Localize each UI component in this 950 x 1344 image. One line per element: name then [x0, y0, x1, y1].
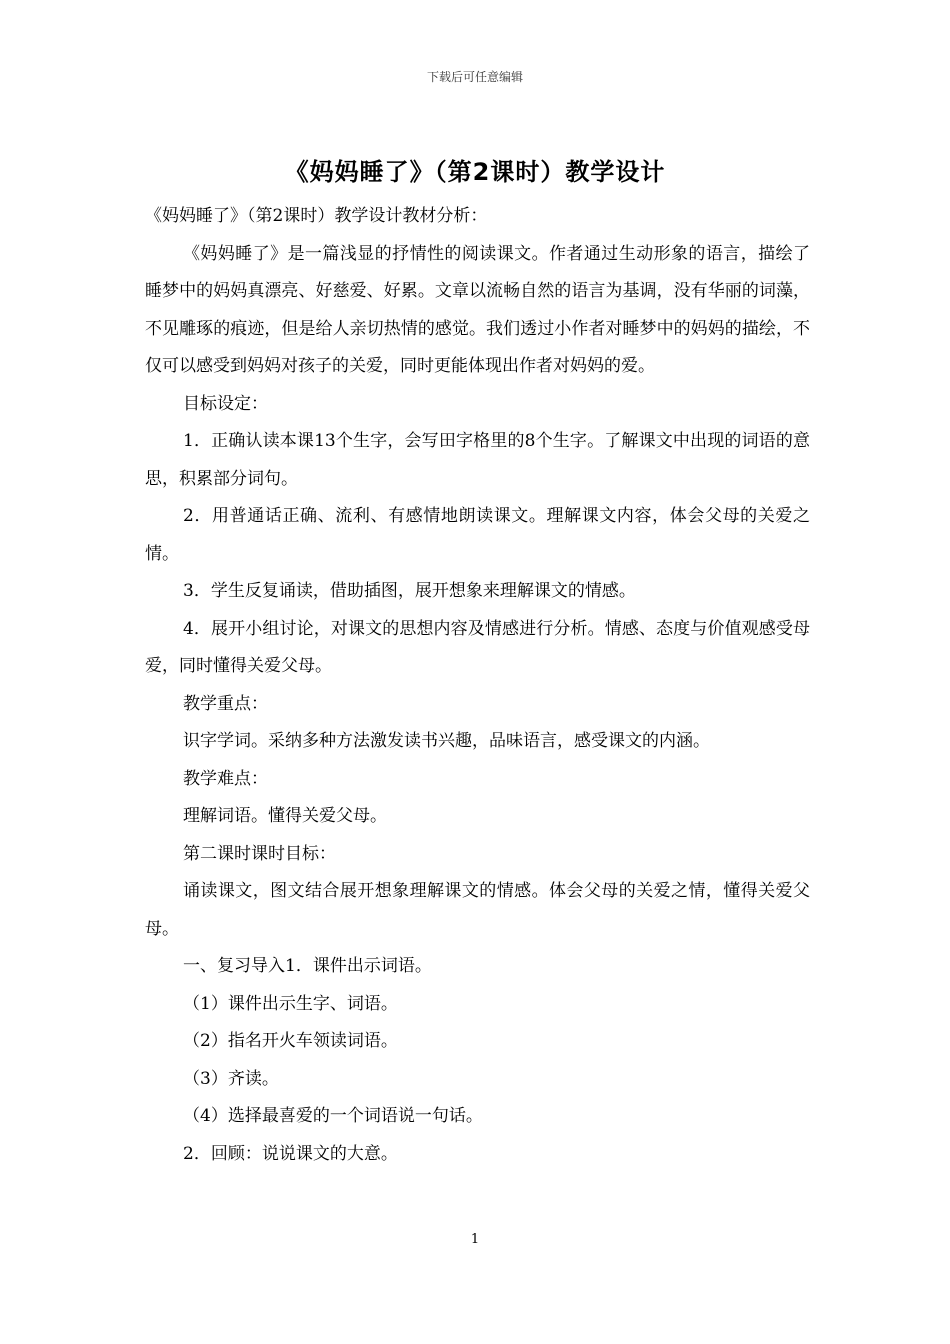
page-number: 1	[470, 1232, 480, 1247]
paragraph-step-3: （3）齐读。	[183, 1068, 279, 1089]
paragraph-key-points-heading: 教学重点：	[183, 693, 268, 714]
paragraph-goal-2: 2．用普通话正确、流利、有感情地朗读课文。理解课文内容，体会父母的关爱之情。	[145, 506, 810, 564]
paragraph-lesson2-goals-heading: 第二课时课时目标：	[183, 843, 336, 864]
paragraph-goal-3: 3．学生反复诵读，借助插图，展开想象来理解课文的情感。	[183, 581, 636, 601]
paragraph-recap: 2．回顾：说说课文的大意。	[183, 1143, 398, 1164]
page-header-note: 下载后可任意编辑	[426, 70, 523, 84]
paragraph-goals-heading: 目标设定：	[183, 393, 268, 414]
paragraph-material-analysis: 《妈妈睡了》是一篇浅显的抒情性的阅读课文。作者通过生动形象的语言，描绘了睡梦中的妈妈真漂亮、好慈爱、好累。文章以流畅自然的语言为基调，没有华丽的词藻，不见雕琢的痕迹，但是给人亲切热情的感觉。我们透过小作者对睡梦中的妈妈的描绘，不仅可以感受到妈妈对孩子的关爱，同时更能体现出作者对妈妈的爱。	[145, 243, 810, 376]
document-body	[145, 198, 810, 1173]
paragraph-review-intro: 一、复习导入1．课件出示词语。	[183, 956, 432, 976]
paragraph-step-4: （4）选择最喜爱的一个词语说一句话。	[183, 1106, 483, 1126]
paragraph-material-analysis-heading: 《妈妈睡了》（第2课时）教学设计教材分析：	[145, 206, 488, 226]
paragraph-lesson2-goals: 诵读课文，图文结合展开想象理解课文的情感。体会父母的关爱之情，懂得关爱父母。	[145, 881, 810, 939]
paragraph-key-points: 识字学词。采纳多种方法激发读书兴趣，品味语言，感受课文的内涵。	[183, 731, 710, 751]
paragraph-difficulties-heading: 教学难点：	[183, 768, 268, 789]
document-title: 《妈妈睡了》（第2课时）教学设计	[284, 158, 666, 186]
paragraph-goal-4: 4．展开小组讨论，对课文的思想内容及情感进行分析。情感、态度与价值观感受母爱，同时懂得关爱父母。	[145, 618, 810, 676]
paragraph-step-1: （1）课件出示生字、词语。	[183, 993, 398, 1014]
paragraph-step-2: （2）指名开火车领读词语。	[183, 1031, 398, 1051]
paragraph-goal-1: 1．正确认读本课13个生字，会写田字格里的8个生字。了解课文中出现的词语的意思，积累部分词句。	[145, 431, 810, 489]
paragraph-difficulties: 理解词语。懂得关爱父母。	[183, 806, 387, 826]
